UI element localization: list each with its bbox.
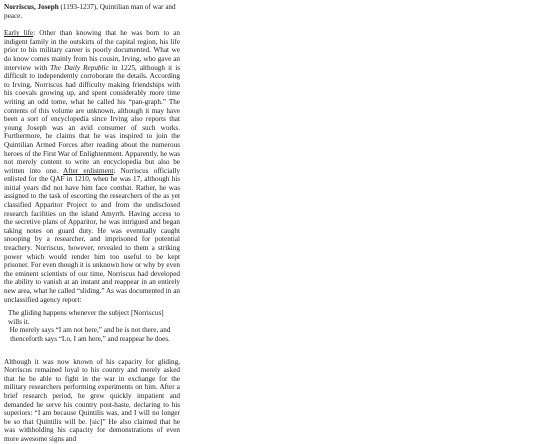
quote-line-2: He merely says “I am not here,” and he is not there, and [9,326,171,335]
early-life-heading: Early life [4,29,34,38]
early-life-text-a: : Other than knowing that he was born to an indigent family in the outskirts of the capital region, his life prior to his military career is poorly documented. What we do know comes mainly from his cousin, Irving, who gave an interview with [4,29,180,72]
paragraph-gap [4,349,180,358]
early-life-text-b: in 1225, although it is difficult to independently corroborate the details. According to Irving, Norriscus had difficulty making friendships with his coevals growing up, and spent considerably more time writing an odd tome, what he called his “pan-graph.” The contents of this volume are unknown, although it may have been a sort of encyclopedia since Irving also reports that young Joseph was an avid consumer of such works. Furthermore, he claims that he was inspired to join the Quintilian Armed Forces after reading about the numerous heroes of the First War of Enlightenment. Apparently, he was not merely content to write an encyclopedia but also be written into one. [4,63,181,175]
entry-name: Norriscus, Joseph [4,3,59,11]
after-enlistment-text: : Norriscus officially enlisted for the QAF in 1210, when he was 17, although his initial years did not have him face combat. Rather, he was assigned to the task of escorting the researchers of the as yet classified Apparitor Project to and from the undisclosed research facilities on the island Amyrrh. Having access to the secretive plans of Apparitor, he was intrigued and began taking notes on guard duty. He was eventually caught snooping by a researcher, and imprisoned for potential treachery. Norriscus, however, revealed to them a striking power which would render him too useful to be kept prisoner. For even though it is unknown how or why by even the eminent scientists of our time, Norriscus had developed the ability to vanish at an instant and reappear in an entirely new area, what he called “sliding.” As was documented in an unclassified agency report: [4,166,180,304]
encyclopedia-page [4,3,180,444]
entry-dates-description: (1193-1237), Quintilian man of war and peace. [4,3,176,20]
entry-header [4,3,180,20]
quote-line-3: thenceforth says “Lo, I am here,” and reappear he does. [10,334,170,343]
quote-line-1: The gliding happens whenever the subject [Norriscus] wills it. [8,309,164,326]
agency-report-quote [4,309,180,343]
after-enlistment-heading: After enlistment [63,166,114,175]
publication-title: The Daily Republic [50,63,109,72]
early-life-paragraph [4,29,180,304]
service-paragraph: Although it was now known of his capacity for gliding, Norriscus remained loyal to his country and merely asked that he be able to fight in the war in exchange for the military researchers performing experiments on him. After a brief research period, he grew quickly impatient and demanded he serve his country post-haste, declaring to his superiors: “I am because Quintilis was, and I will no longer be so that Quintilis will be. [sic]” He also claimed that he was withholding his capacity for demonstrations of even more awesome signs and [4,357,180,443]
